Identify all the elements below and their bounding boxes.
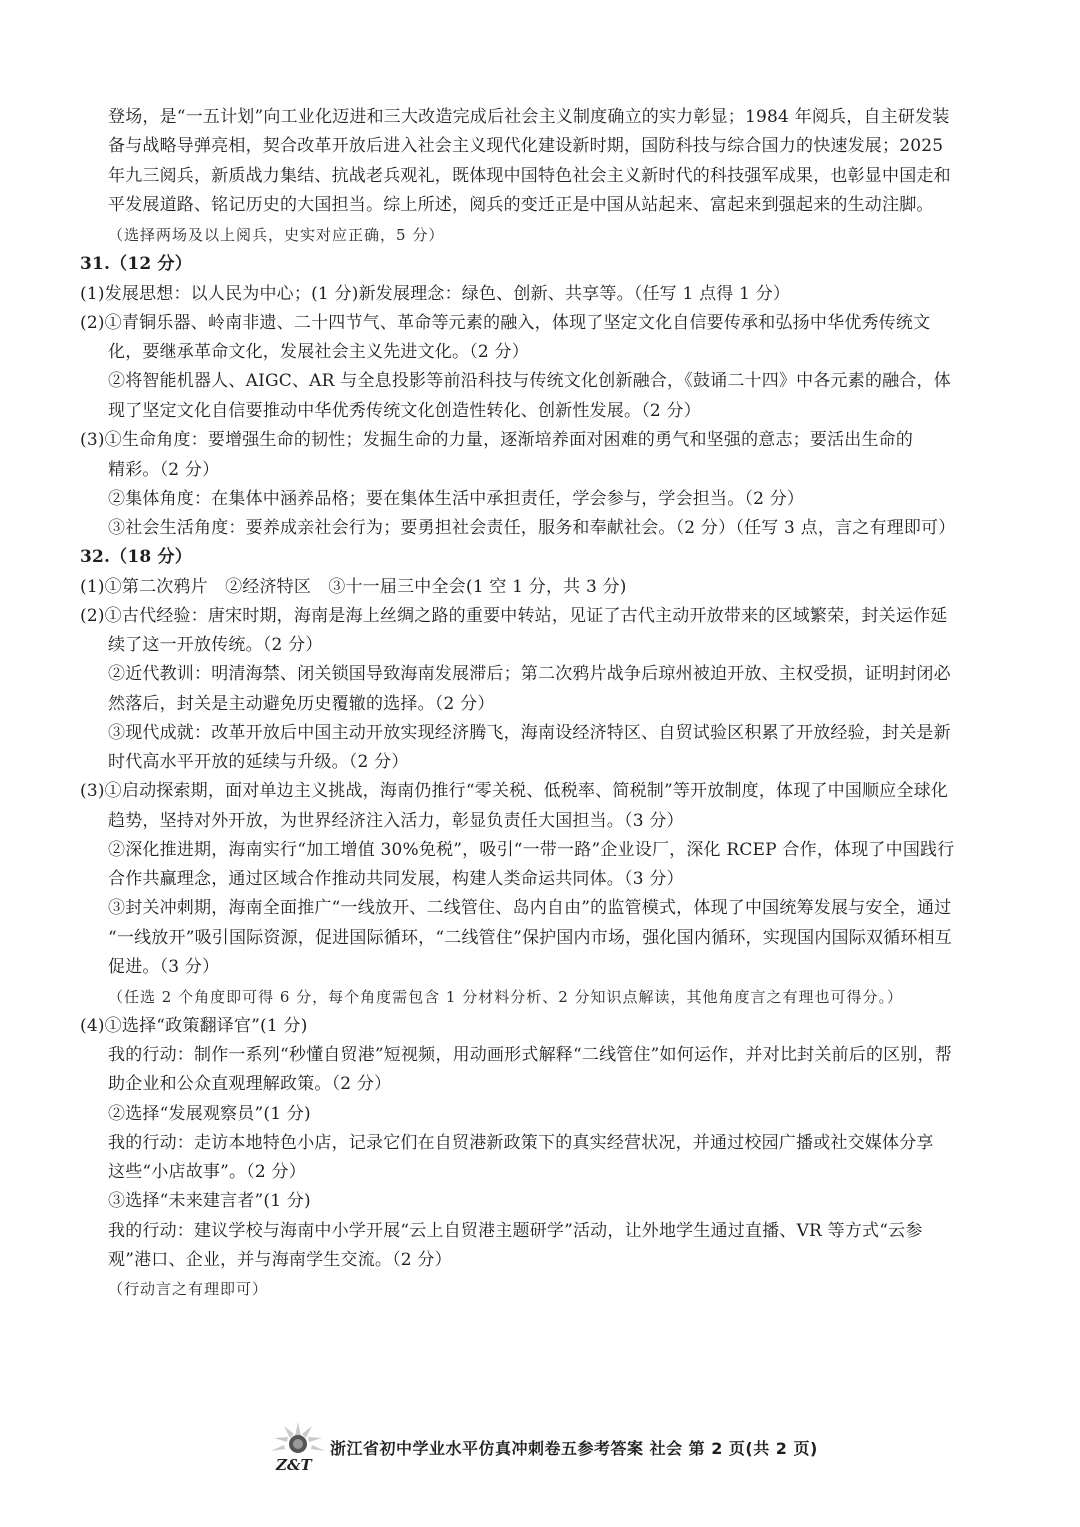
- text-line: (3)①生命角度：要增强生命的韧性；发掘生命的力量，逐渐培养面对困难的勇气和坚强的意志；要活出生命的: [80, 430, 914, 450]
- text-line: 观”港口、企业，并与海南学生交流。（2 分）: [108, 1250, 452, 1270]
- footer-page-info: 浙江省初中学业水平仿真冲刺卷五参考答案 社会 第 2 页(共 2 页): [330, 1439, 818, 1458]
- text-line: “一线放开”吸引国际资源，促进国际循环，“二线管住”保护国内市场，强化国内循环，实现国内国际双循环相互: [108, 928, 952, 948]
- text-line: (2)①青铜乐器、岭南非遗、二十四节气、革命等元素的融入，体现了坚定文化自信要传承和弘扬中华优秀传统文: [80, 313, 931, 333]
- question-32-heading: 32.（18 分）: [80, 547, 192, 567]
- text-line: ②选择“发展观察员”(1 分): [108, 1104, 311, 1124]
- text-line: 我的行动：制作一系列“秒懂自贸港”短视频，用动画形式解释“二线管住”如何运作，并对比封关前后的区别，帮: [108, 1045, 952, 1065]
- text-line: 备与战略导弹亮相，契合改革开放后进入社会主义现代化建设新时期，国防科技与综合国力的快速发展；2025: [108, 136, 944, 156]
- text-line: 现了坚定文化自信要推动中华优秀传统文化创造性转化、创新性发展。（2 分）: [108, 401, 701, 421]
- scoring-note: （选择两场及以上阅兵，史实对应正确，5 分）: [108, 226, 445, 244]
- text-line: (1)①第二次鸦片 ②经济特区 ③十一届三中全会(1 空 1 分，共 3 分): [80, 577, 627, 597]
- text-line: 登场，是“一五计划”向工业化迈进和三大改造完成后社会主义制度确立的实力彰显；1984 年阅兵，自主研发装: [108, 107, 950, 127]
- text-line: (1)发展思想：以人民为中心；(1 分)新发展理念：绿色、创新、共享等。（任写 1 点得 1 分）: [80, 284, 791, 304]
- text-line: (3)①启动探索期，面对单边主义挑战，海南仍推行“零关税、低税率、简税制”等开放制度，体现了中国顺应全球化: [80, 781, 949, 801]
- text-line: 化，要继承革命文化，发展社会主义先进文化。（2 分）: [108, 342, 529, 362]
- publisher-logo-text: Z&T: [276, 1456, 312, 1474]
- text-line: ②集体角度：在集体中涵养品格；要在集体生活中承担责任，学会参与，学会担当。（2 分）: [108, 489, 805, 509]
- scoring-note: （任选 2 个角度即可得 6 分，每个角度需包含 1 分材料分析、2 分知识点解读，其他角度言之有理也可得分。）: [108, 988, 904, 1006]
- text-line: 然落后，封关是主动避免历史覆辙的选择。（2 分）: [108, 694, 495, 714]
- text-line: (2)①古代经验：唐宋时期，海南是海上丝绸之路的重要中转站，见证了古代主动开放带来的区域繁荣，封关运作延: [80, 606, 948, 626]
- text-line: 时代高水平开放的延续与升级。（2 分）: [108, 752, 409, 772]
- text-line: ③封关冲刺期，海南全面推广“一线放开、二线管住、岛内自由”的监管模式，体现了中国统筹发展与安全，通过: [108, 898, 952, 918]
- text-line: 助企业和公众直观理解政策。（2 分）: [108, 1074, 392, 1094]
- text-line: ②深化推进期，海南实行“加工增值 30%免税”，吸引“一带一路”企业设厂，深化 RCEP 合作，体现了中国践行: [108, 840, 955, 860]
- text-line: ②近代教训：明清海禁、闭关锁国导致海南发展滞后；第二次鸦片战争后琼州被迫开放、主权受损，证明封闭必: [108, 664, 951, 684]
- page-footer: [268, 1420, 828, 1480]
- text-line: (4)①选择“政策翻译官”(1 分): [80, 1016, 308, 1036]
- text-line: 这些“小店故事”。（2 分）: [108, 1162, 306, 1182]
- text-line: ③选择“未来建言者”(1 分): [108, 1191, 311, 1211]
- scoring-note: （行动言之有理即可）: [108, 1280, 269, 1298]
- text-line: 促进。（3 分）: [108, 957, 220, 977]
- text-line: 趋势，坚持对外开放，为世界经济注入活力，彰显负责任大国担当。（3 分）: [108, 811, 684, 831]
- text-line: ③现代成就：改革开放后中国主动开放实现经济腾飞，海南设经济特区、自贸试验区积累了开放经验，封关是新: [108, 723, 951, 743]
- text-line: 年九三阅兵，新质战力集结、抗战老兵观礼，既体现中国特色社会主义新时代的科技强军成果，也彰显中国走和: [108, 166, 951, 186]
- text-line: 我的行动：走访本地特色小店，记录它们在自贸港新政策下的真实经营状况，并通过校园广播或社交媒体分享: [108, 1133, 934, 1153]
- text-line: 合作共赢理念，通过区域合作推动共同发展，构建人类命运共同体。（3 分）: [108, 869, 684, 889]
- question-31-heading: 31.（12 分）: [80, 254, 192, 274]
- text-line: ③社会生活角度：要养成亲社会行为；要勇担社会责任，服务和奉献社会。（2 分）（任写 3 点，言之有理即可）: [108, 518, 956, 538]
- text-line: 平发展道路、铭记历史的大国担当。综上所述，阅兵的变迁正是中国从站起来、富起来到强起来的生动注脚。: [108, 195, 934, 215]
- text-line: 我的行动：建议学校与海南中小学开展“云上自贸港主题研学”活动，让外地学生通过直播、VR 等方式“云参: [108, 1221, 923, 1241]
- text-line: 精彩。（2 分）: [108, 460, 220, 480]
- text-line: ②将智能机器人、AIGC、AR 与全息投影等前沿科技与传统文化创新融合，《鼓诵二十四》中各元素的融合，体: [108, 371, 951, 391]
- text-line: 续了这一开放传统。（2 分）: [108, 635, 323, 655]
